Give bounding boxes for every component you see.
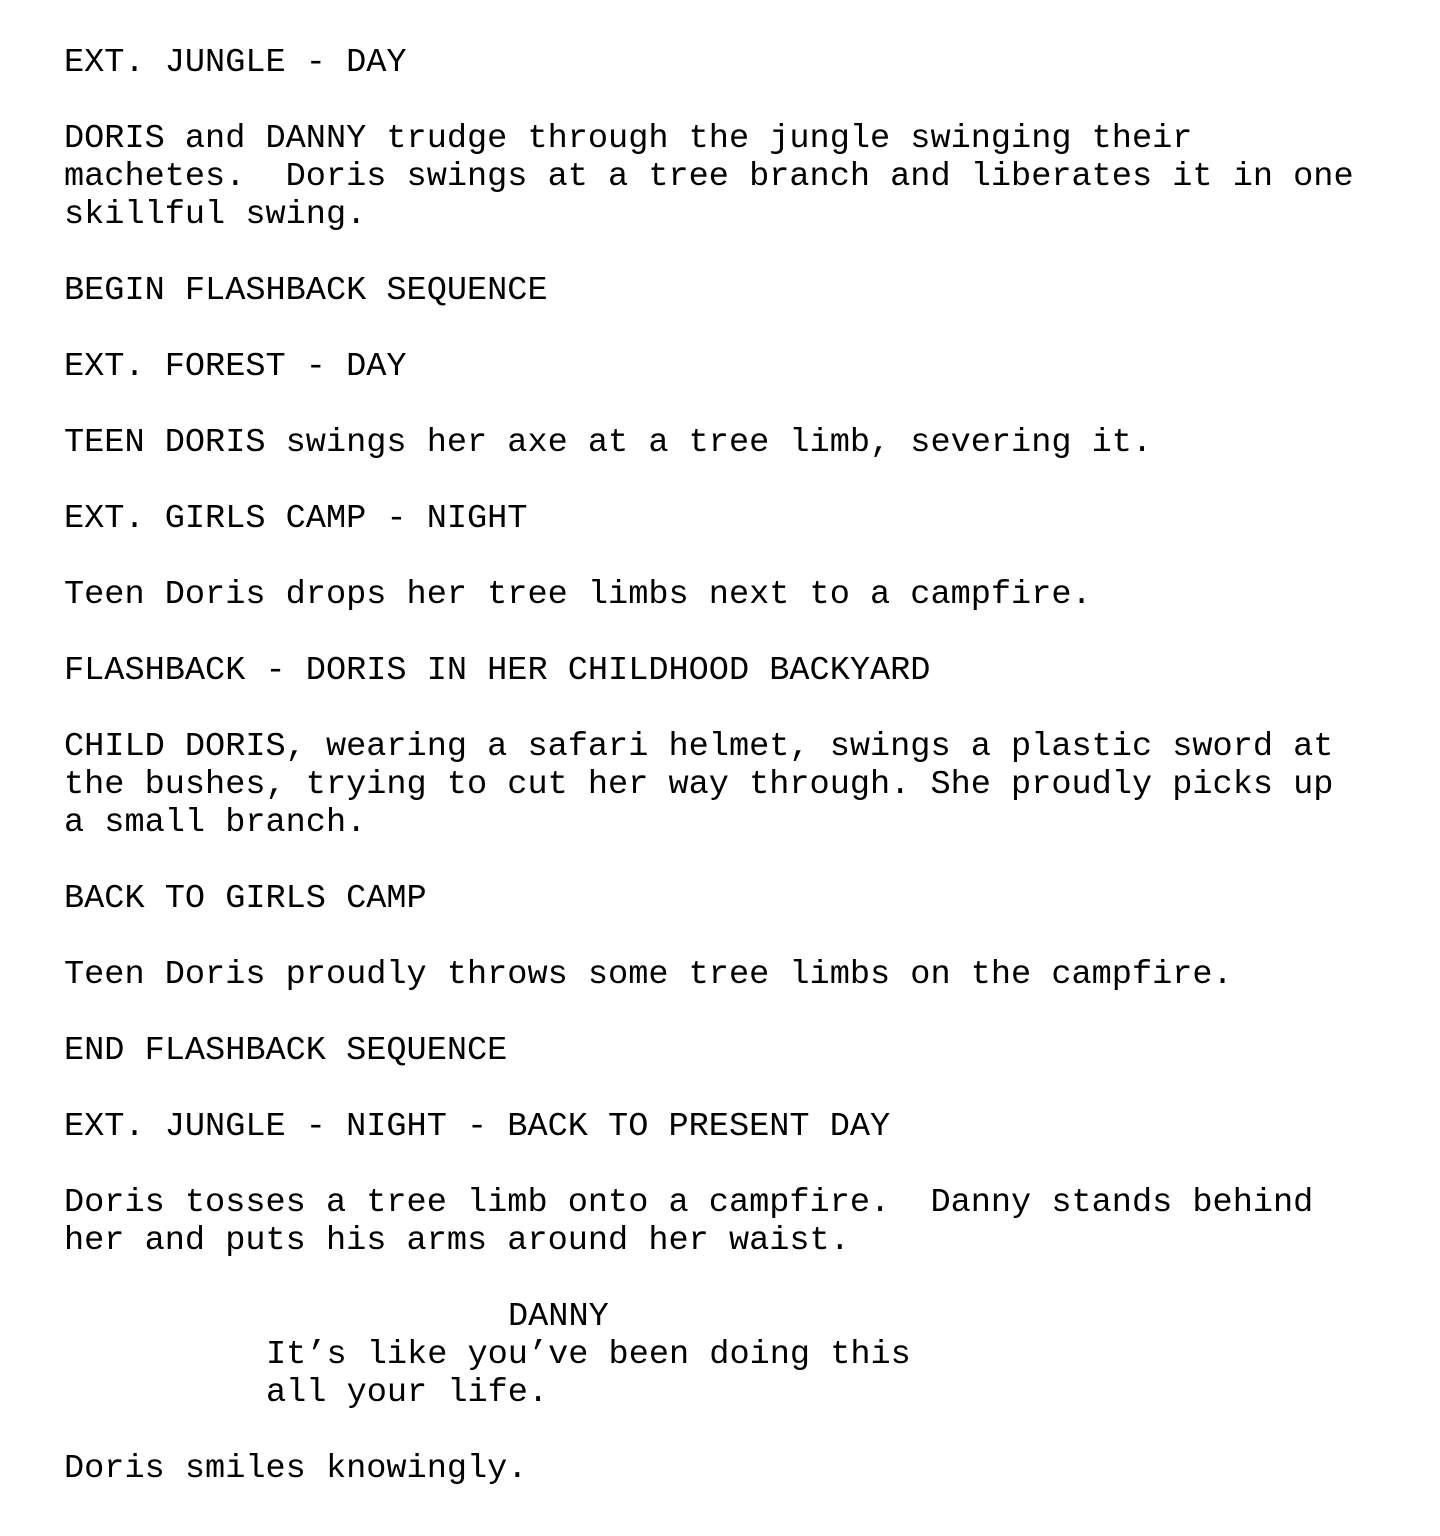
action-line: machetes. Doris swings at a tree branch and liberates it in one (64, 158, 1354, 196)
action-line: Doris tosses a tree limb onto a campfire. Danny stands behind (64, 1184, 1314, 1222)
scene-heading-girls-camp-night: EXT. GIRLS CAMP - NIGHT (64, 500, 528, 538)
transition-end-flashback: END FLASHBACK SEQUENCE (64, 1032, 508, 1070)
action-child-doris-sword (64, 728, 1384, 842)
action-line: the bushes, trying to cut her way through. She proudly picks up (64, 766, 1334, 804)
scene-heading-jungle-day: EXT. JUNGLE - DAY (64, 44, 407, 82)
action-teen-doris-axe: TEEN DORIS swings her axe at a tree limb, severing it. (64, 424, 1153, 462)
action-line: skillful swing. (64, 196, 367, 234)
action-line: a small branch. (64, 804, 367, 842)
dialogue-text (64, 1336, 1384, 1412)
scene-heading-forest-day: EXT. FOREST - DAY (64, 348, 407, 386)
scene-heading-jungle-night-present: EXT. JUNGLE - NIGHT - BACK TO PRESENT DAY (64, 1108, 891, 1146)
dialogue-line: all your life. (266, 1374, 549, 1412)
action-teen-doris-drops-limbs: Teen Doris drops her tree limbs next to a campfire. (64, 576, 1092, 614)
action-line: DORIS and DANNY trudge through the jungle swinging their (64, 120, 1193, 158)
scene-heading-back-to-girls-camp: BACK TO GIRLS CAMP (64, 880, 427, 918)
action-doris-smiles: Doris smiles knowingly. (64, 1450, 528, 1488)
dialogue-line: It’s like you’ve been doing this (266, 1336, 911, 1374)
action-line: CHILD DORIS, wearing a safari helmet, swings a plastic sword at (64, 728, 1334, 766)
transition-begin-flashback: BEGIN FLASHBACK SEQUENCE (64, 272, 548, 310)
screenplay-page (64, 44, 1384, 1526)
scene-heading-childhood-backyard: FLASHBACK - DORIS IN HER CHILDHOOD BACKYARD (64, 652, 931, 690)
action-jungle-trudge (64, 120, 1384, 234)
action-teen-doris-throws-limbs: Teen Doris proudly throws some tree limbs on the campfire. (64, 956, 1233, 994)
action-doris-tosses-limb (64, 1184, 1384, 1260)
dialogue-character-name: DANNY (508, 1298, 609, 1336)
action-line: her and puts his arms around her waist. (64, 1222, 850, 1260)
